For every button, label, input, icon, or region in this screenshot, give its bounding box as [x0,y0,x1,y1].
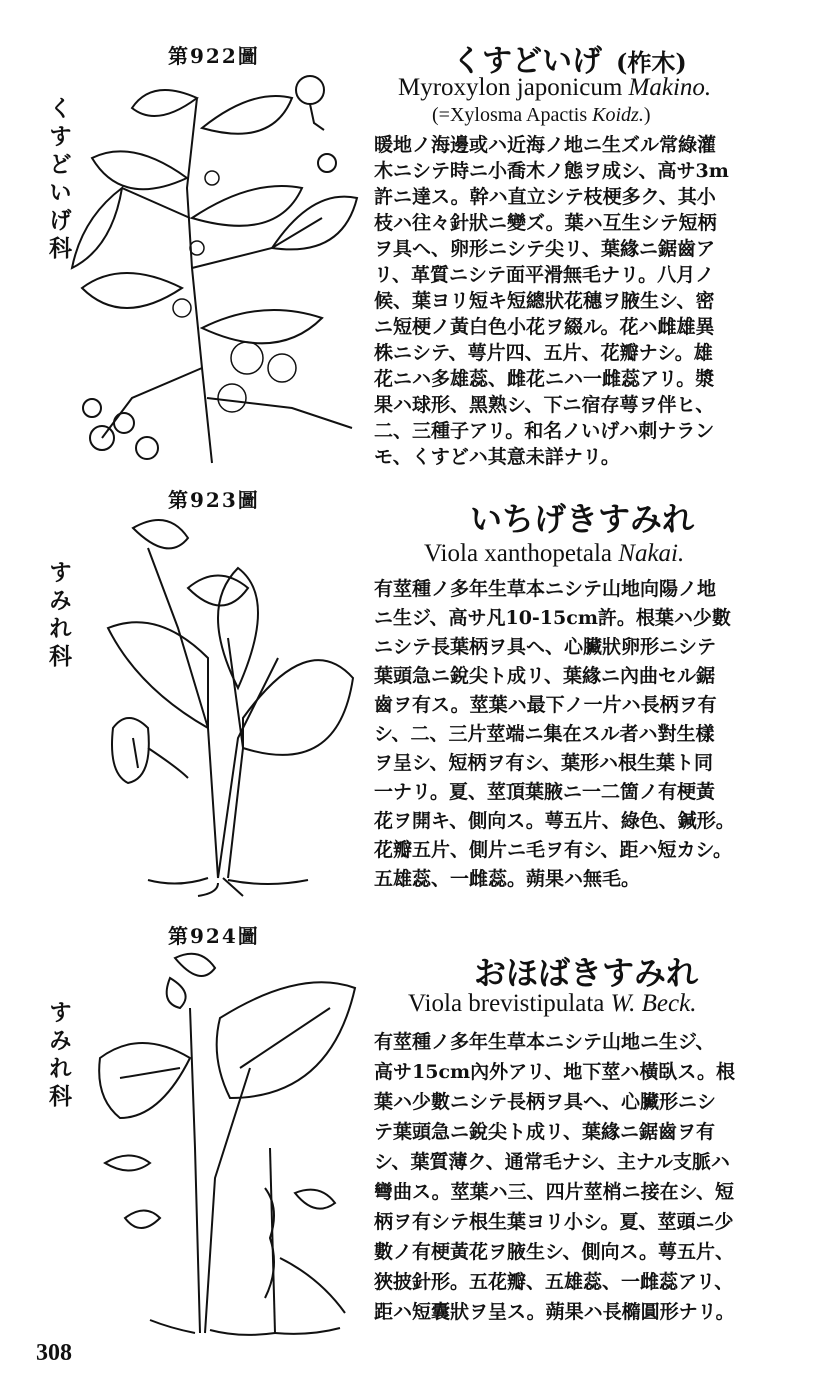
description-line: ヲ具ヘ、卵形ニシテ尖リ、葉緣ニ鋸齒ア [374,238,716,260]
description-line: 候、葉ヨリ短キ短總狀花穗ヲ腋生シ、密 [374,290,715,312]
description-line: モ、くすどハ其意未詳ナリ。 [374,446,620,468]
japanese-name-kana: おほばきすみれ [474,954,699,992]
description-line: リ、革質ニシテ面平滑無毛ナリ。八月ノ [374,264,715,286]
figure-label: 第923圖 [168,488,260,512]
description-line: 果ハ球形、黑熟シ、下ニ宿存萼ヲ伴ヒ、 [374,394,715,416]
description-line: 距ハ短囊狀ヲ呈ス。蒴果ハ長橢圓形ナリ。 [374,1301,735,1323]
description-line: 暖地ノ海邊或ハ近海ノ地ニ生ズル常綠灌 [374,134,717,156]
figure-label: 第922圖 [168,44,260,68]
description-line: 五雄蕊、一雌蕊。蒴果ハ無毛。 [374,868,641,890]
scientific-author: Nakai. [618,540,685,567]
synonym-author: Koidz. [592,104,644,126]
description-line: 株ニシテ、萼片四、五片、花瓣ナシ。雄 [374,342,713,364]
description-line: シ、葉質薄ク、通常毛ナシ、主ナル支脈ハ [374,1151,730,1173]
description-line: 葉ハ少數ニシテ長柄ヲ具ヘ、心臟形ニシ [374,1091,717,1113]
description-line: テ葉頭急ニ銳尖ト成リ、葉緣ニ鋸齒ヲ有 [374,1121,716,1143]
description-line: 彎曲ス。莖葉ハ三、四片莖梢ニ接在シ、短 [374,1181,735,1203]
description-line: 花ヲ開キ、側向ス。萼五片、綠色、鍼形。 [374,810,735,832]
japanese-name-kana: いちげきすみれ [470,500,695,538]
synonym-suffix: ) [643,104,651,126]
description-line: 二、三種子アリ。和名ノいげハ刺ナラン [374,420,715,442]
description-line: 柄ヲ有シテ根生葉ヨリ小シ。夏、莖頭ニ少 [374,1211,734,1233]
scientific-genus-species: Viola brevistipulata [408,990,605,1017]
description-line: 狹披針形。五花瓣、五雄蕊、一雌蕊アリ、 [374,1271,734,1293]
description-line: 數ノ有梗黃花ヲ腋生シ、側向ス。萼五片、 [374,1241,735,1263]
description-line: 一ナリ。夏、莖頂葉腋ニ一二箇ノ有梗黃 [374,781,716,803]
family-label: くすどいげ科 [45,96,72,264]
description-line: ニ短梗ノ黃白色小花ヲ綴ル。花ハ雌雄異 [374,316,715,338]
kanji-name: (柞木) [616,48,687,77]
synonym-prefix: (=Xylosma Apactis [432,104,588,126]
figure-label: 第924圖 [168,924,260,948]
description-line: ニ生ジ、高サ凡10-15cm許。根葉ハ少數 [374,607,731,629]
scientific-author: Makino. [628,74,712,101]
scientific-genus-species: Myroxylon japonicum [398,74,623,101]
scientific-genus-species: Viola xanthopetala [424,540,613,567]
illustration-viola-brevistipulata [80,948,360,1338]
family-label: すみれ科 [45,560,72,672]
description-line: シ、二、三片莖端ニ集在スル者ハ對生樣 [374,723,715,745]
description-line: 木ニシテ時ニ小喬木ノ態ヲ成シ、高サ3m [374,160,729,182]
description [374,1027,735,1327]
description-line: 葉頭急ニ銳尖ト成リ、葉緣ニ內曲セル鋸 [374,665,716,687]
description-line: 有莖種ノ多年生草本ニシテ山地向陽ノ地 [374,578,717,600]
description-line: 許ニ達ス。幹ハ直立シテ枝梗多ク、其小 [374,186,716,208]
description-line: 齒ヲ有ス。莖葉ハ最下ノ一片ハ長柄ヲ有 [374,694,717,716]
description-line: 高サ15cm內外アリ、地下莖ハ橫臥ス。根 [374,1061,735,1083]
japanese-name-kana: くすどいげ [452,44,602,79]
japanese-name [474,948,698,994]
description-line: 有莖種ノ多年生草本ニシテ山地ニ生ジ、 [374,1031,715,1053]
description-line: 花ニハ多雄蕊、雌花ニハ一雌蕊アリ。漿 [374,368,715,390]
scientific-author: W. Beck. [610,990,697,1017]
page-number: 308 [36,1340,72,1366]
scientific-name [408,990,696,1018]
description-line: 花瓣五片、側片ニ毛ヲ有シ、距ハ短カシ。 [374,839,732,861]
description-line: ニシテ長葉柄ヲ具ヘ、心臟狀卵形ニシテ [374,636,717,658]
description-line: ヲ呈シ、短柄ヲ有シ、葉形ハ根生葉ト同 [374,752,713,774]
description-line: 枝ハ往々針狀ニ變ズ。葉ハ互生シテ短柄 [374,212,717,234]
family-label: すみれ科 [45,1000,72,1112]
